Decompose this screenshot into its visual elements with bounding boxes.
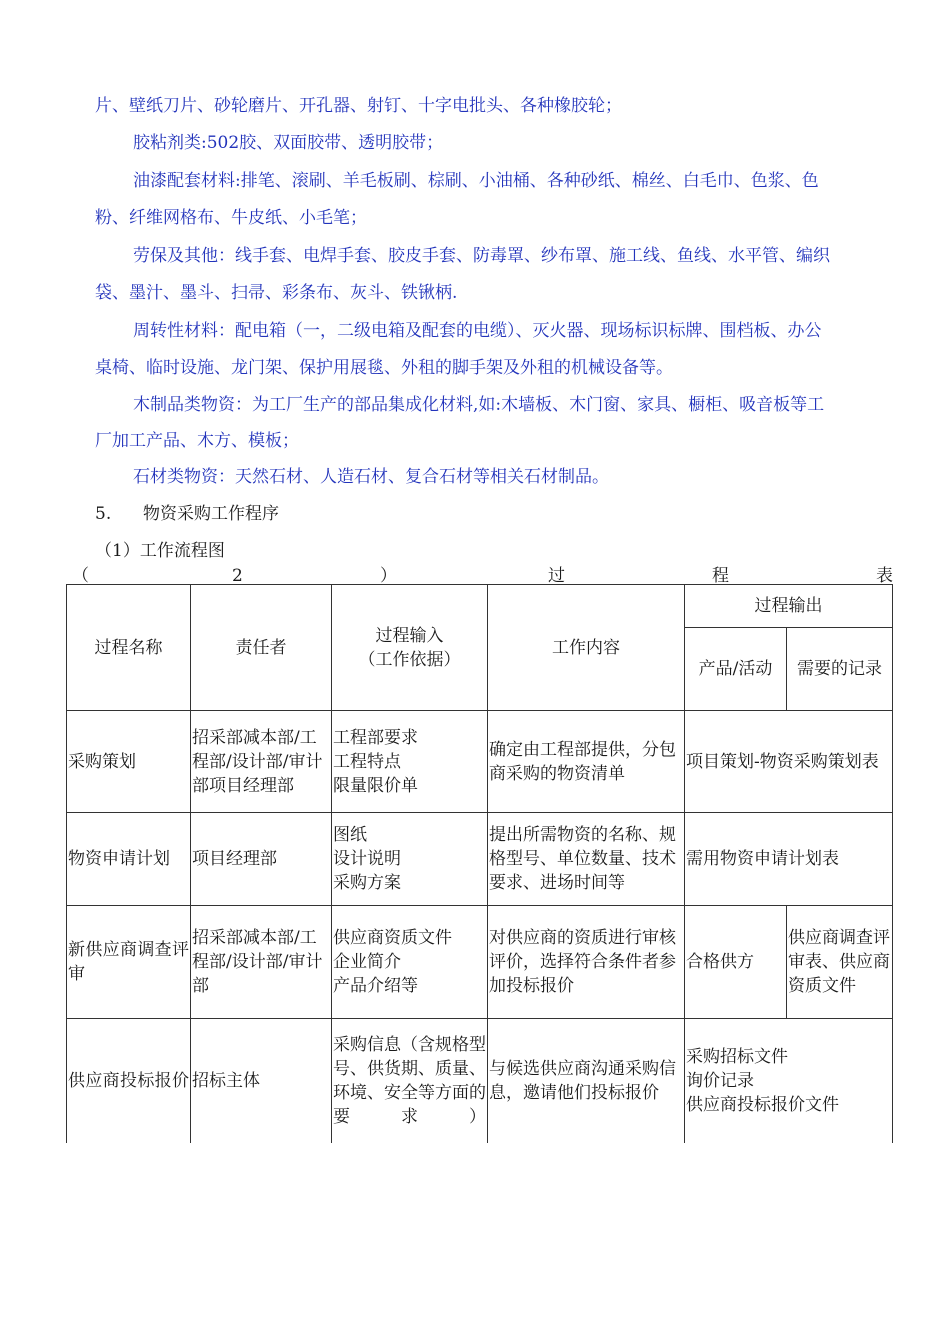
row1-input-item: 工程部要求: [333, 727, 418, 748]
row1-owner: 招采部减本部/工程部/设计部/审计部项目经理部: [191, 711, 332, 813]
row1-name: 采购策划: [67, 711, 191, 813]
header-input-line1: 过程输入: [375, 625, 444, 646]
para-wood-line2: 厂加工产品、木方、模板；: [95, 431, 299, 451]
table-row: [67, 1019, 893, 1143]
row2-content: 提出所需物资的名称、规格型号、单位数量、技术要求、进场时间等: [488, 813, 685, 906]
process-table: [66, 584, 893, 1143]
header-record: 需要的记录: [787, 628, 893, 711]
header-owner: 责任者: [191, 585, 332, 711]
process-table-char-1: 过: [548, 566, 565, 586]
row4-name: 供应商投标报价: [67, 1019, 191, 1143]
row3-record: 供应商调查评审表、供应商资质文件: [787, 906, 893, 1019]
para-stone: 石材类物资：天然石材、人造石材、复合石材等相关石材制品。: [133, 467, 609, 487]
row3-input-item: 产品介绍等: [333, 976, 418, 996]
process-table-open-paren: （: [72, 566, 89, 586]
row3-owner: 招采部减本部/工程部/设计部/审计部: [191, 906, 332, 1019]
para-tools-cont: 片、壁纸刀片、砂轮磨片、开孔器、射钉、十字电批头、各种橡胶轮；: [95, 96, 622, 116]
row3-input-item: 企业简介: [333, 952, 401, 972]
para-labor-line2: 袋、墨汁、墨斗、扫帚、彩条布、灰斗、铁锹柄.: [95, 283, 458, 303]
row1-input-item: 限量限价单: [333, 775, 418, 796]
row3-product: 合格供方: [685, 906, 787, 1019]
row1-output: 项目策划-物资采购策划表: [685, 711, 893, 813]
section-number: 5.: [95, 504, 112, 524]
process-table-char-3: 表: [876, 566, 893, 586]
row3-content: 对供应商的资质进行审核评价，选择符合条件者参加投标报价: [488, 906, 685, 1019]
table-row: [67, 711, 893, 813]
table-row: [67, 813, 893, 906]
process-table-close-paren: ）: [380, 566, 397, 586]
row1-content: 确定由工程部提供，分包商采购的物资清单: [488, 711, 685, 813]
row2-input-item: 采购方案: [333, 873, 401, 893]
row1-input-item: 工程特点: [333, 751, 401, 772]
subheading-process-table: [72, 566, 892, 586]
row2-input-item: 图纸: [333, 825, 367, 845]
row2-owner: 项目经理部: [191, 813, 332, 906]
header-product: 产品/活动: [685, 628, 787, 711]
row2-output: 需用物资申请计划表: [685, 813, 893, 906]
para-adhesives: 胶粘剂类:502胶、双面胶带、透明胶带；: [133, 133, 444, 153]
para-paint-line1: 油漆配套材料:排笔、滚刷、羊毛板刷、棕刷、小油桶、各种砂纸、棉丝、白毛巾、色浆、色: [133, 171, 819, 191]
row2-input: [332, 813, 488, 906]
subheading-flowchart: （1）工作流程图: [95, 541, 225, 561]
row4-output: [685, 1019, 893, 1143]
row1-input: [332, 711, 488, 813]
row4-output-item: 采购招标文件: [686, 1046, 788, 1067]
row4-input: 采购信息（含规格型号、供货期、质量、环境、安全等方面的要求）: [332, 1019, 488, 1143]
para-labor-line1: 劳保及其他：线手套、电焊手套、胶皮手套、防毒罩、纱布罩、施工线、鱼线、水平管、编织: [133, 246, 830, 266]
para-paint-line2: 粉、纤维网格布、牛皮纸、小毛笔；: [95, 208, 367, 228]
row3-input: [332, 906, 488, 1019]
header-input: [332, 585, 488, 711]
header-input-line2: （工作依据）: [358, 649, 461, 670]
para-turnover-line2: 桌椅、临时设施、龙门架、保护用展毯、外租的脚手架及外租的机械设备等。: [95, 358, 673, 378]
para-wood-line1: 木制品类物资：为工厂生产的部品集成化材料,如:木墙板、木门窗、家具、橱柜、吸音板等工: [133, 395, 825, 415]
row4-output-item: 供应商投标报价文件: [686, 1094, 839, 1115]
row2-input-item: 设计说明: [333, 849, 401, 869]
row4-owner: 招标主体: [191, 1019, 332, 1143]
header-process-name: 过程名称: [67, 585, 191, 711]
process-table-number: 2: [232, 566, 243, 586]
para-turnover-line1: 周转性材料：配电箱（一，二级电箱及配套的电缆）、灭火器、现场标识标牌、围档板、办公: [133, 321, 822, 341]
section-title: 物资采购工作程序: [143, 504, 279, 524]
header-output: 过程输出: [685, 585, 893, 628]
row2-name: 物资申请计划: [67, 813, 191, 906]
row3-input-item: 供应商资质文件: [333, 928, 452, 948]
table-row: [67, 906, 893, 1019]
row3-name: 新供应商调查评审: [67, 906, 191, 1019]
header-content: 工作内容: [488, 585, 685, 711]
process-table-char-2: 程: [712, 566, 729, 586]
row4-content: 与候选供应商沟通采购信息，邀请他们投标报价: [488, 1019, 685, 1143]
row4-output-item: 询价记录: [686, 1070, 754, 1091]
